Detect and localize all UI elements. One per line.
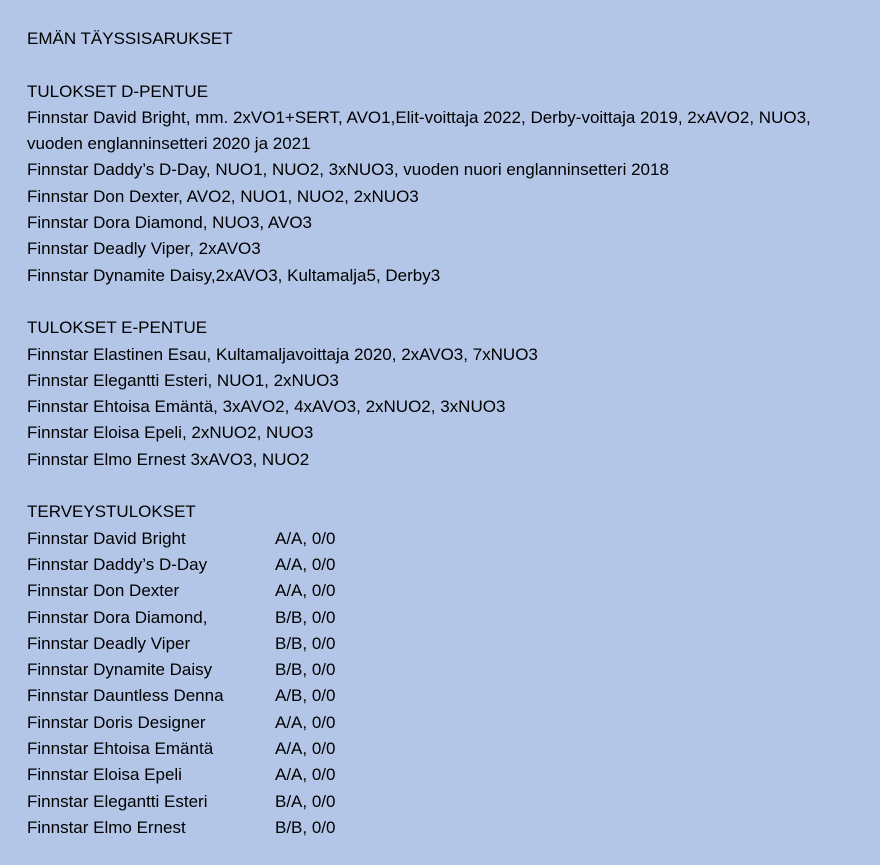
health-result: A/A, 0/0: [275, 581, 336, 601]
health-result: B/B, 0/0: [275, 607, 336, 627]
spacer: [27, 289, 866, 315]
dog-name: Finnstar Doris Designer: [27, 712, 206, 732]
health-result: B/B, 0/0: [275, 817, 336, 837]
d-litter-entry: Finnstar Dynamite Daisy,2xAVO3, Kultamalja5, Derby3: [27, 265, 441, 285]
health-results-table: [27, 526, 866, 842]
dog-name: Finnstar Dora Diamond,: [27, 607, 208, 627]
health-row: [27, 552, 866, 578]
d-litter-entry: Finnstar Daddy’s D-Day, NUO1, NUO2, 3xNUO3, vuoden nuori englanninsetteri 2018: [27, 160, 669, 180]
health-row: [27, 789, 866, 815]
e-litter-entry: Finnstar Elegantti Esteri, NUO1, 2xNUO3: [27, 370, 339, 390]
dog-name: Finnstar Daddy’s D-Day: [27, 554, 208, 574]
dog-name: Finnstar Dauntless Denna: [27, 686, 224, 706]
dog-name: Finnstar David Bright: [27, 528, 186, 548]
health-result: A/A, 0/0: [275, 712, 336, 732]
spacer: [27, 52, 866, 78]
health-row: [27, 526, 866, 552]
dog-name: Finnstar Elmo Ernest: [27, 817, 186, 837]
d-litter-entry: Finnstar Don Dexter, AVO2, NUO1, NUO2, 2xNUO3: [27, 186, 419, 206]
d-litter-entry: Finnstar Dora Diamond, NUO3, AVO3: [27, 213, 313, 233]
health-result: B/B, 0/0: [275, 633, 336, 653]
health-result: A/A, 0/0: [275, 528, 336, 548]
d-litter-entry: Finnstar David Bright, mm. 2xVO1+SERT, AVO1,Elit-voittaja 2022, Derby-voittaja 2019, 2xAVO2, NUO3, vuoden englanninsetteri 2020 ja 2021: [27, 107, 811, 154]
e-litter-heading: TULOKSET E-PENTUE: [27, 318, 208, 338]
dog-name: Finnstar Don Dexter: [27, 581, 180, 601]
health-result: A/A, 0/0: [275, 554, 336, 574]
health-row: [27, 762, 866, 788]
document-body: [27, 26, 866, 841]
health-result: A/B, 0/0: [275, 686, 336, 706]
e-litter-entry: Finnstar Elmo Ernest 3xAVO3, NUO2: [27, 449, 310, 469]
document-title: EMÄN TÄYSSISARUKSET: [27, 29, 233, 48]
e-litter-entry: Finnstar Ehtoisa Emäntä, 3xAVO2, 4xAVO3, 2xNUO2, 3xNUO3: [27, 397, 506, 417]
d-litter-heading: TULOKSET D-PENTUE: [27, 81, 209, 101]
health-row: [27, 657, 866, 683]
health-result: A/A, 0/0: [275, 739, 336, 759]
health-row: [27, 710, 866, 736]
dog-name: Finnstar Dynamite Daisy: [27, 660, 213, 680]
health-row: [27, 605, 866, 631]
health-row: [27, 578, 866, 604]
health-row: [27, 683, 866, 709]
health-result: B/A, 0/0: [275, 791, 336, 811]
health-result: A/A, 0/0: [275, 765, 336, 785]
e-litter-entry: Finnstar Eloisa Epeli, 2xNUO2, NUO3: [27, 423, 314, 443]
d-litter-entry: Finnstar Deadly Viper, 2xAVO3: [27, 239, 261, 259]
health-row: [27, 815, 866, 841]
health-row: [27, 631, 866, 657]
health-result: B/B, 0/0: [275, 660, 336, 680]
health-heading: TERVEYSTULOKSET: [27, 502, 196, 522]
dog-name: Finnstar Deadly Viper: [27, 633, 191, 653]
spacer: [27, 473, 866, 499]
dog-name: Finnstar Eloisa Epeli: [27, 765, 182, 785]
dog-name: Finnstar Ehtoisa Emäntä: [27, 739, 214, 759]
e-litter-entry: Finnstar Elastinen Esau, Kultamaljavoittaja 2020, 2xAVO3, 7xNUO3: [27, 344, 538, 364]
dog-name: Finnstar Elegantti Esteri: [27, 791, 208, 811]
health-row: [27, 736, 866, 762]
